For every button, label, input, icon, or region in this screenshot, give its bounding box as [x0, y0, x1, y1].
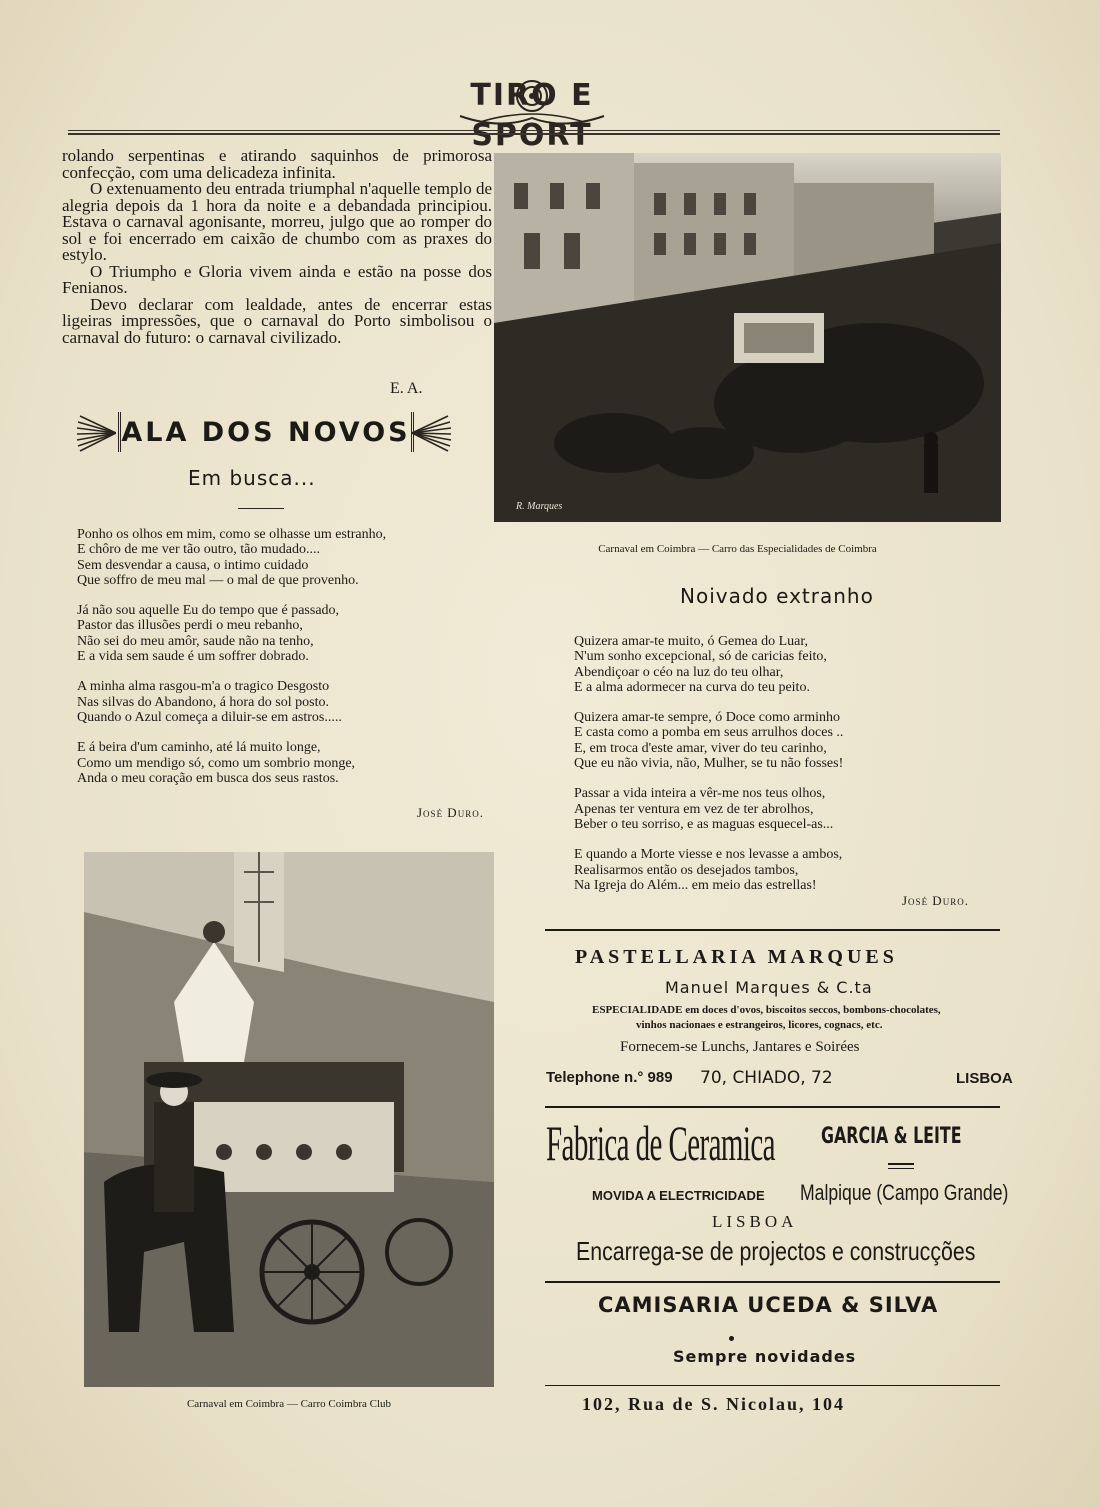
- poem-line: Beber o teu sorriso, e as maguas esquecel-as...: [574, 816, 834, 832]
- poem-stanza: [574, 786, 843, 832]
- photo-signature: R. Marques: [516, 501, 563, 512]
- pastellaria-owner: Manuel Marques & C.ta: [665, 978, 873, 997]
- poem-line: Ponho os olhos em mim, como se olhasse um estranho,: [77, 527, 387, 542]
- camisaria-address: 102, Rua de S. Nicolau, 104: [582, 1394, 846, 1414]
- poem-stanza: [77, 527, 386, 588]
- poem-stanza: [574, 634, 843, 695]
- article-paragraph: O extenuamento deu entrada triumphal n'aquelle templo de alegria depois da 1 hora da noite e a debandada principiou. Estava o carnaval agonisante, morreu, julgo que ao romper do sol e foi encerrado em caixão de chumbo com as praxes do estylo.: [62, 179, 492, 264]
- poem-stanza: [77, 740, 386, 786]
- poem-line: Quizera amar-te muito, ó Gemea do Luar,: [574, 634, 808, 649]
- ad-divider: [545, 1385, 1000, 1386]
- pastellaria-city: LISBOA: [956, 1070, 1013, 1087]
- poem-line: E a alma adormecer na curva do teu peito.: [574, 679, 810, 695]
- poem-line: Apenas ter ventura em vez de ter abrolhos,: [574, 801, 814, 817]
- article-paragraph: Devo declarar com lealdade, antes de encerrar estas ligeiras impressões, que o carnaval do Porto simbolisou o carnaval do futuro: o carnaval civilizado.: [62, 294, 492, 347]
- article-signature: E. A.: [390, 380, 423, 397]
- camisaria-name: CAMISARIA UCEDA & SILVA: [598, 1293, 939, 1317]
- photo-caption: Carnaval em Coimbra — Carro Coimbra Club: [186, 1398, 392, 1410]
- ceramica-location: Malpique (Campo Grande): [800, 1180, 1009, 1205]
- poem-body: [574, 634, 843, 908]
- pastellaria-service: Fornecem-se Lunchs, Jantares e Soirées: [620, 1039, 860, 1055]
- poem-author: José Duro.: [417, 805, 484, 820]
- pastellaria-address: 70, CHIADO, 72: [700, 1068, 833, 1088]
- article-paragraph: rolando serpentinas e atirando saquinhos de primorosa confecção, com uma delicadeza infinita.: [62, 146, 492, 182]
- photo-carnival-street: [494, 153, 1001, 522]
- poem-line: A minha alma rasgou-m'a o tragico Desgosto: [77, 679, 330, 695]
- poem-line: Não sei do meu amôr, saude não na tenho,: [77, 633, 314, 649]
- poem-stanza: [574, 710, 843, 771]
- poem-line: E a vida sem saude é um soffrer dobrado.: [77, 649, 309, 665]
- ceramica-service: Encarrega-se de projectos e construcções: [576, 1236, 976, 1266]
- poem-line: Na Igreja do Além... em meio das estrellas!: [574, 877, 817, 893]
- pastellaria-specialty: ESPECIALIDADE em doces d'ovos, biscoitos seccos, bombons-chocolates,: [592, 1004, 941, 1016]
- header-rule-thick: [68, 133, 1000, 135]
- photo-carnival-float: [84, 852, 494, 1387]
- poem-line: E casta como a pomba em seus arrulhos doces ..: [574, 725, 844, 741]
- pastellaria-phone: Telephone n.° 989: [546, 1069, 673, 1086]
- poem-line: Pastor das illusões perdi o meu rebanho,: [77, 618, 303, 634]
- ceramica-firm: GARCIA & LEITE: [821, 1124, 962, 1149]
- poem-body: [77, 527, 386, 801]
- section-title: ALA DOS NOVOS: [118, 412, 414, 452]
- poem-stanza: [77, 679, 386, 725]
- section-banner: [76, 410, 452, 456]
- poem-line: N'um sonho excepcional, só de caricias feito,: [574, 649, 827, 665]
- poem-line: E, em troca d'este amar, viver do teu carinho,: [574, 740, 827, 756]
- ad-divider: [545, 929, 1000, 931]
- poem-line: Nas silvas do Abandono, á hora do sol posto.: [77, 694, 329, 710]
- article-paragraph: O Triumpho e Gloria vivem ainda e estão na posse dos Fenianos.: [62, 261, 492, 297]
- poem-title: Noivado extranho: [680, 584, 874, 608]
- pastellaria-specialty: vinhos nacionaes e estrangeiros, licores, cognacs, etc.: [636, 1019, 883, 1031]
- poem-line: Anda o meu coração em busca dos seus rastos.: [77, 770, 339, 786]
- ceramica-name: Fabrica de Ceramica: [546, 1115, 775, 1171]
- pastellaria-name: PASTELLARIA MARQUES: [575, 946, 898, 968]
- poem-title: Em busca...: [188, 466, 316, 490]
- ad-divider: [545, 1281, 1000, 1283]
- poem-line: Que soffro de meu mal — o mal de que provenho.: [77, 572, 359, 588]
- masthead-title: TIRO E SPORT: [470, 78, 594, 153]
- photo-caption: Carnaval em Coimbra — Carro das Especialidades de Coimbra: [598, 543, 877, 555]
- poem-line: E á beira d'um caminho, até lá muito longe,: [77, 740, 321, 756]
- camisaria-slogan: Sempre novidades: [673, 1347, 857, 1366]
- poem-line: E quando a Morte viesse e nos levasse a ambos,: [574, 847, 843, 863]
- poem-line: Como um mendigo só, como um sombrio monge,: [77, 755, 356, 771]
- header-rule: [68, 130, 1000, 131]
- ad-divider: [545, 1106, 1000, 1108]
- poem-line: E chôro de me ver tão outro, tão mudado....: [77, 542, 320, 558]
- poem-line: Passar a vida inteira a vêr-me nos teus olhos,: [574, 786, 826, 802]
- poem-stanza: [77, 603, 386, 664]
- poem-line: Que eu não vivia, não, Mulher, se tu não fosses!: [574, 756, 844, 772]
- poem-line: Já não sou aquelle Eu do tempo que é passado,: [77, 603, 340, 619]
- ceramica-power: MOVIDA A ELECTRICIDADE: [592, 1188, 765, 1203]
- ceramica-city: LISBOA: [712, 1212, 798, 1231]
- fan-ornament-icon: [76, 410, 116, 456]
- article-continuation: [62, 148, 492, 346]
- firm-rule: [888, 1163, 914, 1169]
- poem-line: Sem desvendar a causa, o intimo cuidado: [77, 557, 309, 573]
- poem-line: Realisarmos então os desejados tambos,: [574, 862, 799, 878]
- poem-line: Quando o Azul começa a diluir-se em astros.....: [77, 709, 342, 725]
- masthead: [440, 76, 624, 153]
- title-rule: [238, 508, 284, 509]
- poem-line: Quizera amar-te sempre, ó Doce como arminho: [574, 710, 840, 726]
- bullet-dot: [729, 1336, 734, 1341]
- fan-ornament-icon: [412, 410, 452, 456]
- poem-stanza: [574, 847, 843, 893]
- poem-author: José Duro.: [902, 893, 969, 908]
- poem-line: Abendiçoar o céo na luz do teu olhar,: [574, 664, 784, 680]
